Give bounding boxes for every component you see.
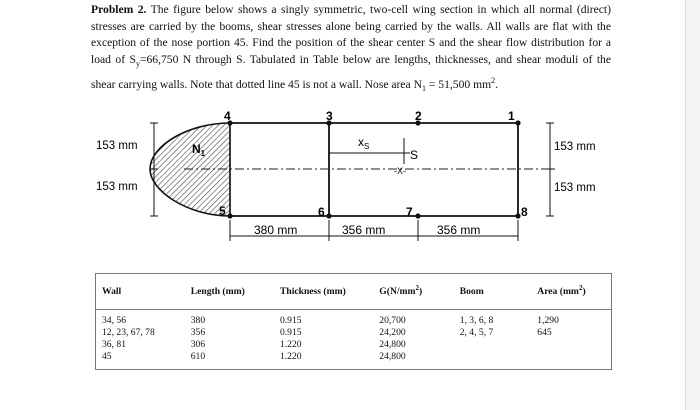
- cell-shear-modulus: 24,800: [379, 339, 406, 350]
- cell-wall: 36, 81: [102, 339, 126, 350]
- problem-statement: [91, 2, 611, 97]
- cell-shear-modulus: 20,700: [379, 315, 406, 326]
- cell-wall: 34, 56: [102, 315, 126, 326]
- table-header-row: [96, 274, 611, 310]
- header-length: Length (mm): [187, 274, 276, 310]
- bottom-dim-356-b: 356 mm: [437, 223, 481, 237]
- cell-area: 1,290: [537, 315, 559, 326]
- shear-center-label: S: [410, 148, 419, 162]
- cell-thickness: 0.915: [279, 315, 302, 326]
- boom-label-2: 2: [415, 109, 422, 123]
- nose-label: $N_1$: [192, 142, 206, 158]
- cell-length: 356: [190, 327, 206, 338]
- problem-text-2: =66,750 N through S. Tabulated in Table below are lengths, thicknesses, and shear moduli of the shear carrying walls. Note that dotted line 45 is not a wall. Nose area N: [91, 52, 612, 91]
- bottom-dim-380: 380 mm: [254, 223, 298, 237]
- cell-thickness: 1.220: [279, 339, 302, 350]
- load-subscript: y: [135, 59, 140, 69]
- boom-label-7: 7: [406, 205, 413, 219]
- nose-area-superscript: 2: [491, 75, 496, 85]
- left-margin: [0, 0, 86, 410]
- table-row: [96, 310, 611, 328]
- header-boom: Boom: [456, 274, 534, 310]
- table-row: [96, 351, 611, 363]
- header-thickness: Thickness (mm): [276, 274, 375, 310]
- problem-text-3: = 51,500 mm: [425, 77, 492, 91]
- cell-area: 645: [537, 327, 552, 338]
- cell-wall: 12, 23, 67, 78: [102, 327, 155, 338]
- dim-lower-right: 153 mm: [554, 182, 596, 194]
- cell-boom: [456, 351, 534, 363]
- cell-length: 380: [190, 315, 206, 326]
- boom-label-4: 4: [224, 109, 231, 123]
- cell-boom: [456, 339, 534, 351]
- properties-table: [95, 273, 612, 370]
- boom-7: [415, 213, 420, 218]
- problem-heading: Problem 2.: [91, 3, 147, 16]
- cell-area: [533, 339, 611, 351]
- table-row: [96, 339, 611, 351]
- right-scrollbar-strip: [685, 0, 700, 410]
- table-row: [96, 327, 611, 339]
- boom-label-3: 3: [326, 109, 333, 123]
- x-marker: -X-: [394, 166, 406, 176]
- wing-section-diagram: [88, 108, 614, 258]
- dim-upper-right: 153 mm: [554, 141, 596, 153]
- problem-text-4: .: [495, 77, 499, 91]
- dim-lower-left: 153 mm: [96, 181, 138, 193]
- cell-thickness: 1.220: [279, 351, 302, 362]
- boom-6: [326, 213, 331, 218]
- header-wall: Wall: [96, 274, 187, 310]
- cell-shear-modulus: 24,200: [379, 327, 406, 338]
- boom-label-5: 5: [219, 204, 226, 218]
- boom-label-8: 8: [521, 205, 528, 219]
- wall-boom-table: [96, 274, 611, 363]
- boom-1: [515, 120, 520, 125]
- dim-upper-left: 153 mm: [96, 140, 138, 152]
- cell-area: [533, 351, 611, 363]
- cell-boom: 2, 4, 5, 7: [459, 327, 494, 338]
- cell-thickness: 0.915: [279, 327, 302, 338]
- nose-area-subscript: 1: [421, 83, 426, 93]
- problem-text-1: The figure below shows a singly symmetric, two-cell wing section in which all normal (direct) stresses are carried by the booms, shear stresses alone being carried by the walls. All walls are flat with the exception of the nose portion 45. Find the position of the shear center S and the shear flow distribution for a load of S: [91, 3, 611, 66]
- cell-boom: 1, 3, 6, 8: [459, 315, 494, 326]
- boom-label-1: 1: [508, 109, 515, 123]
- xs-label: $x_S$: [358, 135, 370, 151]
- cell-length: 306: [190, 339, 206, 350]
- cell-wall: 45: [102, 351, 112, 362]
- cell-shear-modulus: 24,800: [379, 351, 406, 362]
- boom-label-6: 6: [318, 205, 325, 219]
- boom-5: [227, 213, 232, 218]
- cell-length: 610: [190, 351, 206, 362]
- header-shear-modulus: $G(N/mm^2)$: [375, 274, 455, 310]
- header-area: Area $(mm^2)$: [533, 274, 611, 310]
- bottom-dim-356-a: 356 mm: [342, 223, 386, 237]
- boom-8: [515, 213, 520, 218]
